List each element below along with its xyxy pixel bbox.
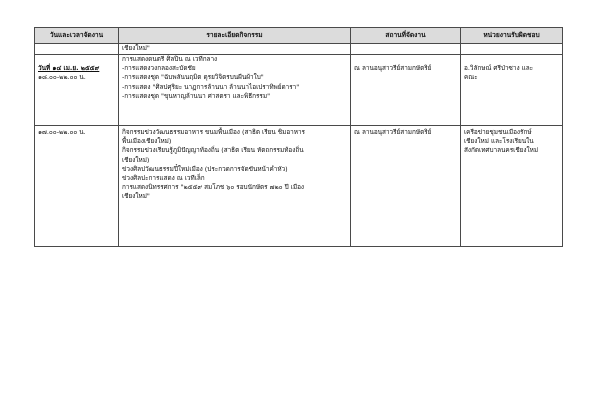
detail-line: เชียงใหม่" <box>122 44 150 52</box>
detail-cell <box>119 44 351 55</box>
header-date-time: วันและเวลาจัดงาน <box>35 28 119 44</box>
detail-cell <box>119 126 351 247</box>
detail-line: ข่วงศิลปะการแสดง ณ เวทีเล็ก <box>122 174 205 183</box>
table-row <box>35 126 563 247</box>
header-activity-details: รายละเอียดกิจกรรม <box>119 28 351 44</box>
venue-cell <box>351 126 461 247</box>
detail-line: -การแสดงชุด "ขุนหาญล้านนา ศาสตรา และพิธีกรรม" <box>122 91 271 100</box>
detail-line: พื้นเมืองเชียงใหม่) <box>122 137 172 146</box>
detail-line: -การแสดงวงกลองสะบัดชัย <box>122 64 196 73</box>
detail-line: เชียงใหม่) <box>122 155 150 164</box>
spacer <box>354 55 457 64</box>
agency-cell <box>461 44 563 55</box>
table-row <box>35 44 563 55</box>
agency-line: อ.วิลักษณ์ ศรีป่าซาง และ <box>464 64 534 72</box>
detail-line: -การแสดง "ศิลปศุริยะ นาฏการล้านนา ล้านนาไอเปราทิพย์ดารา" <box>122 82 300 91</box>
document-page <box>34 27 562 247</box>
detail-line: การแสดงดนตรี ศิลปิน ณ เวทีกลาง <box>122 55 218 63</box>
venue-cell <box>351 55 461 126</box>
agency-line: เชียงใหม่ และโรงเรียนใน <box>464 137 534 146</box>
agency-line: เครือข่ายชุมชนเมืองรักษ์ <box>464 128 532 136</box>
detail-line: การแสดงนิทรรศการ "๒๕๕๙ สมโภช ๖๐ รอบนักษัตร ๗๒๐ ปี เมือง <box>122 183 305 192</box>
spacer <box>38 55 115 64</box>
detail-cell <box>119 55 351 126</box>
venue-cell <box>351 44 461 55</box>
date-cell <box>35 55 119 126</box>
event-schedule-table <box>34 27 563 247</box>
spacer <box>464 55 559 64</box>
detail-line: -การแสดงชุด "ฉับพลันนฤมิต ดุรยวิจิตรบนผืนผ้าใบ" <box>122 73 264 82</box>
agency-line: คณะ <box>464 73 478 82</box>
header-venue: สถานที่จัดงาน <box>351 28 461 44</box>
table-header-row <box>35 28 563 44</box>
detail-line: กิจกรรมข่วงเรียนรู้ภูมิปัญญาท้องถิ่น (สาธิต เรียน หัตถกรรมท้องถิ่น <box>122 146 304 155</box>
event-time: ๑๗.๐๐-๒๒.๐๐ น. <box>38 128 86 136</box>
agency-cell <box>461 55 563 126</box>
date-cell <box>35 126 119 247</box>
date-cell <box>35 44 119 55</box>
detail-line: กิจกรรมข่วงวัฒนธรรมอาหาร ขนมพื้นเมือง (สาธิต เรียน ชิมอาหาร <box>122 128 305 136</box>
agency-cell <box>461 126 563 247</box>
event-time: ๑๘.๐๐-๒๒.๐๐ น. <box>38 73 86 82</box>
detail-line: เชียงใหม่" <box>122 192 150 201</box>
event-date: วันที่ ๑๔ เม.ย. ๒๕๕๙ <box>38 64 100 72</box>
venue-text: ณ ลานอนุสาวรีย์สามกษัตริย์ <box>354 128 432 136</box>
agency-line: สังกัดเทศบาลนครเชียงใหม่ <box>464 146 539 155</box>
venue-text: ณ ลานอนุสาวรีย์สามกษัตริย์ <box>354 64 432 72</box>
table-row <box>35 55 563 126</box>
header-responsible-agency: หน่วยงานรับผิดชอบ <box>461 28 563 44</box>
detail-line: ข่วงศิลปวัฒนธรรมปี๋ใหม่เมือง (ประกวดการจัดขันหน้าคำหัว) <box>122 164 288 173</box>
